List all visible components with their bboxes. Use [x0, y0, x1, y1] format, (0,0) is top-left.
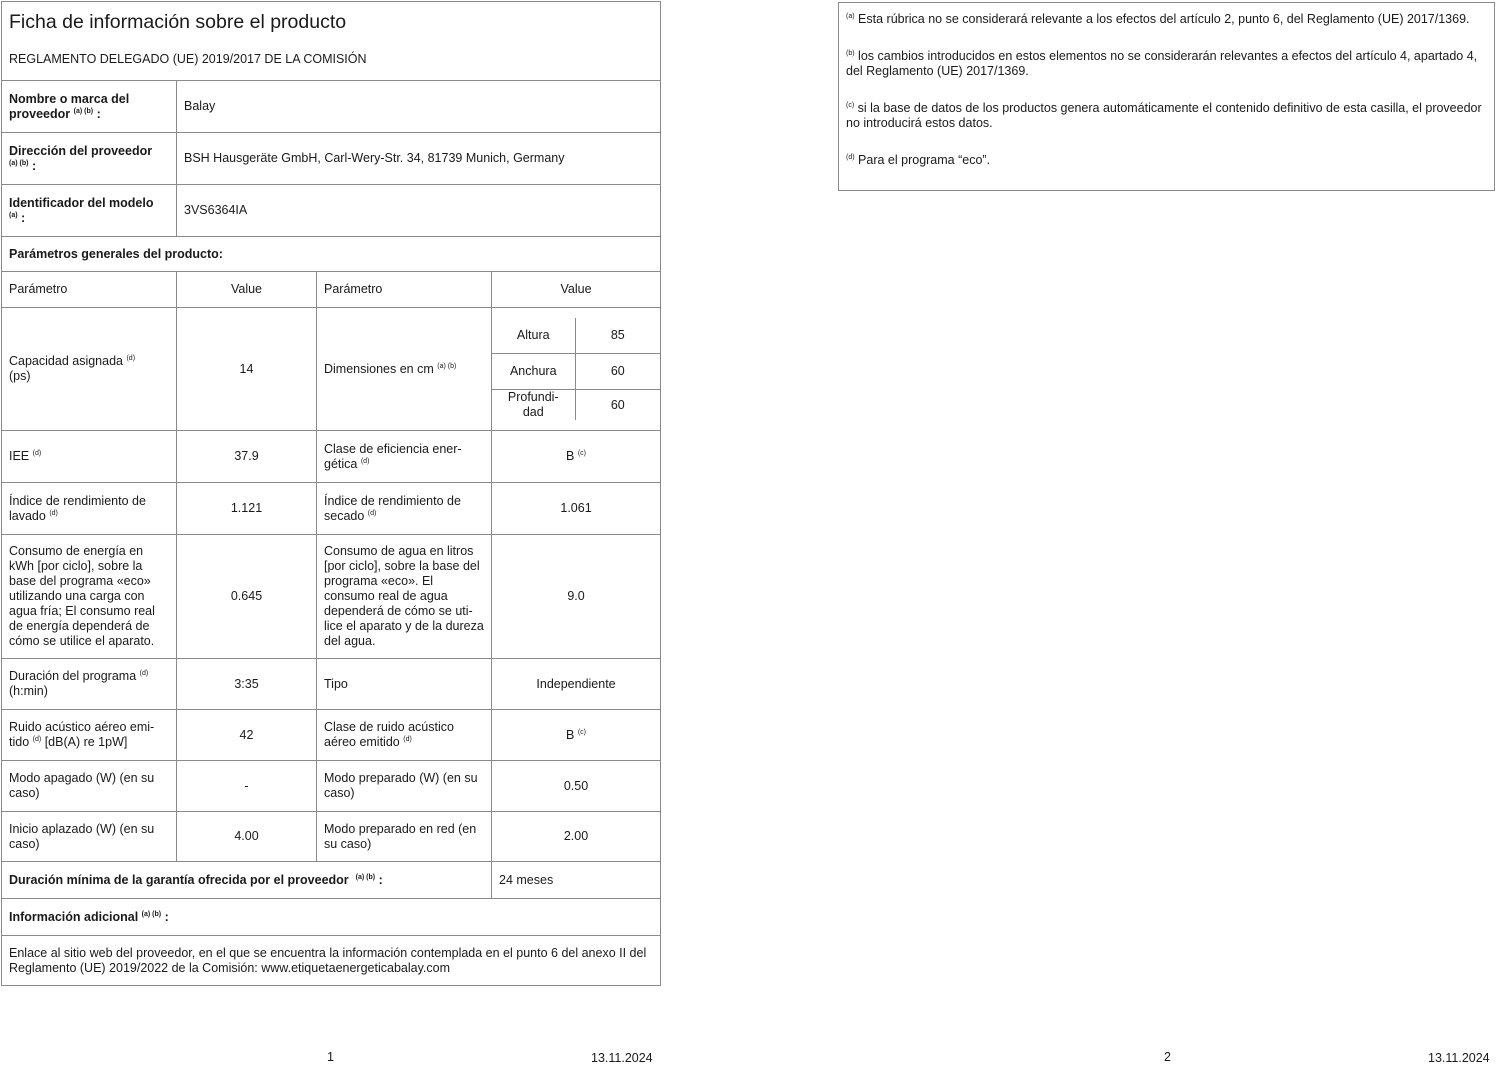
- parameter-value: 3:35: [177, 659, 317, 710]
- parameter-label: Inicio aplazado (W) (en su caso): [2, 812, 177, 862]
- dimensions-label: Dimensiones en cm $^{(a) (b)}$: [317, 308, 492, 431]
- parameter-label: Modo preparado (W) (en su caso): [317, 761, 492, 812]
- page-number: 1: [327, 1050, 334, 1064]
- dim-value: 85: [575, 318, 660, 354]
- parameter-row: [2, 812, 661, 862]
- supplier-value: Balay: [177, 81, 661, 133]
- parameter-value: 9.0: [492, 535, 661, 659]
- parameter-label: Índice de rendimiento de lavado $^{(d)}$: [2, 483, 177, 535]
- parameter-label: Clase de ruido acústico aéreo emitido $^{(d)}$: [317, 710, 492, 761]
- dim-value: 60: [610, 397, 625, 412]
- footnotes-box: [838, 2, 1495, 191]
- parameter-row: [2, 659, 661, 710]
- dimensions-cell: [492, 308, 661, 431]
- model-row: [2, 185, 661, 237]
- parameter-label: Clase de eficiencia ener-gética $^{(d)}$: [317, 431, 492, 483]
- regulation-subtitle: REGLAMENTO DELEGADO (UE) 2019/2017 DE LA COMISIÓN: [9, 52, 367, 66]
- parameter-label: Modo apagado (W) (en su caso): [2, 761, 177, 812]
- supplier-label: Nombre o marca del proveedor $^{(a) (b)}$ :: [2, 81, 177, 133]
- dim-name: Anchura: [492, 354, 575, 390]
- parameter-label: IEE $^{(d)}$: [2, 431, 177, 483]
- parameter-row: [2, 710, 661, 761]
- additional-info-heading: Información adicional $^{(a) (b)}$ :: [2, 899, 661, 936]
- parameter-value: 1.061: [492, 483, 661, 535]
- parameter-value: 4.00: [177, 812, 317, 862]
- page-number: 2: [1164, 1050, 1171, 1064]
- parameter-row: [2, 483, 661, 535]
- warranty-label: Duración mínima de la garantía ofrecida por el proveedor $^{(a) (b)}$ :: [2, 862, 492, 899]
- supplier-website-text: Enlace al sitio web del proveedor, en el que se encuentra la información contemplada en el punto 6 del anexo II del Reglamento (UE) 2019/2022 de la Comisión: www.etiquetaenergeticabalay.com: [2, 936, 661, 986]
- col-value-1: Value: [177, 272, 317, 308]
- footnote: $^{(d)}$ Para el programa “eco”.: [846, 153, 991, 167]
- header-cell: [2, 2, 661, 81]
- col-value-2: Value: [492, 272, 661, 308]
- col-param-1: Parámetro: [2, 272, 177, 308]
- address-value: BSH Hausgeräte GmbH, Carl-Wery-Str. 34, 81739 Munich, Germany: [177, 133, 661, 185]
- parameter-label: Duración del programa $^{(d)}$ (h:min): [2, 659, 177, 710]
- page-2: [838, 0, 1500, 1068]
- page-title: Ficha de información sobre el producto: [9, 11, 347, 33]
- general-params-heading: Parámetros generales del producto:: [2, 237, 661, 272]
- footnote: $^{(b)}$ los cambios introducidos en estos elementos no se considerarán relevantes a efectos del artículo 4, apartado 4, del Reglamento (UE) 2017/1369.: [846, 49, 1478, 78]
- dimensions-table: [492, 318, 660, 421]
- parameter-value: 37.9: [177, 431, 317, 483]
- column-header-row: [2, 272, 661, 308]
- parameter-value: 1.121: [177, 483, 317, 535]
- parameter-value: 42: [177, 710, 317, 761]
- parameter-value: 0.50: [492, 761, 661, 812]
- footer-date: 13.11.2024: [1428, 1051, 1490, 1065]
- product-information-sheet: [1, 1, 661, 986]
- footer-date: 13.11.2024: [591, 1051, 653, 1065]
- parameter-row: [2, 535, 661, 659]
- parameter-row: [2, 431, 661, 483]
- model-label: Identificador del modelo $^{(a)}$ :: [2, 185, 177, 237]
- warranty-value: 24 meses: [492, 862, 661, 899]
- dim-name: Altura: [492, 318, 575, 354]
- warranty-row: [2, 862, 661, 899]
- parameter-value: Independiente: [492, 659, 661, 710]
- parameter-label: Modo preparado en red (en su caso): [317, 812, 492, 862]
- parameter-label: Índice de rendimiento de secado $^{(d)}$: [317, 483, 492, 535]
- parameter-value: 2.00: [492, 812, 661, 862]
- parameter-value: B $^{(c)}$: [492, 710, 661, 761]
- parameter-label: Consumo de agua en litros [por ciclo], sobre la base del programa «eco». El consumo real de agua dependerá de cómo se uti-lice el aparato y de la dureza del agua.: [317, 535, 492, 659]
- dim-value: 60: [575, 354, 660, 390]
- capacity-dimensions-row: [2, 308, 661, 431]
- address-label: Dirección del proveedor $^{(a) (b)}$ :: [2, 133, 177, 185]
- parameter-value: -: [177, 761, 317, 812]
- capacity-value: 14: [177, 308, 317, 431]
- footnote: $^{(c)}$ si la base de datos de los productos genera automáticamente el contenido definitivo de esta casilla, el proveedor no introducirá estos datos.: [846, 101, 1482, 130]
- parameter-label: Ruido acústico aéreo emi-tido $^{(d)}$ [dB(A) re 1pW]: [2, 710, 177, 761]
- dim-name: Profundi- dad: [492, 390, 575, 421]
- col-param-2: Parámetro: [317, 272, 492, 308]
- parameter-label: Tipo: [317, 659, 492, 710]
- address-row: [2, 133, 661, 185]
- parameter-label: Consumo de energía en kWh [por ciclo], sobre la base del programa «eco» utilizando una carga con agua fría; El consumo real de energía dependerá de cómo se utilice el aparato.: [2, 535, 177, 659]
- capacity-label: Capacidad asignada $^{(d)}$ (ps): [2, 308, 177, 431]
- parameter-value: B $^{(c)}$: [492, 431, 661, 483]
- supplier-row: [2, 81, 661, 133]
- model-value: 3VS6364IA: [177, 185, 661, 237]
- parameter-row: [2, 761, 661, 812]
- footnote: $^{(a)}$ Esta rúbrica no se considerará relevante a los efectos del artículo 2, punto 6, del Reglamento (UE) 2017/1369.: [846, 12, 1470, 26]
- parameter-value: 0.645: [177, 535, 317, 659]
